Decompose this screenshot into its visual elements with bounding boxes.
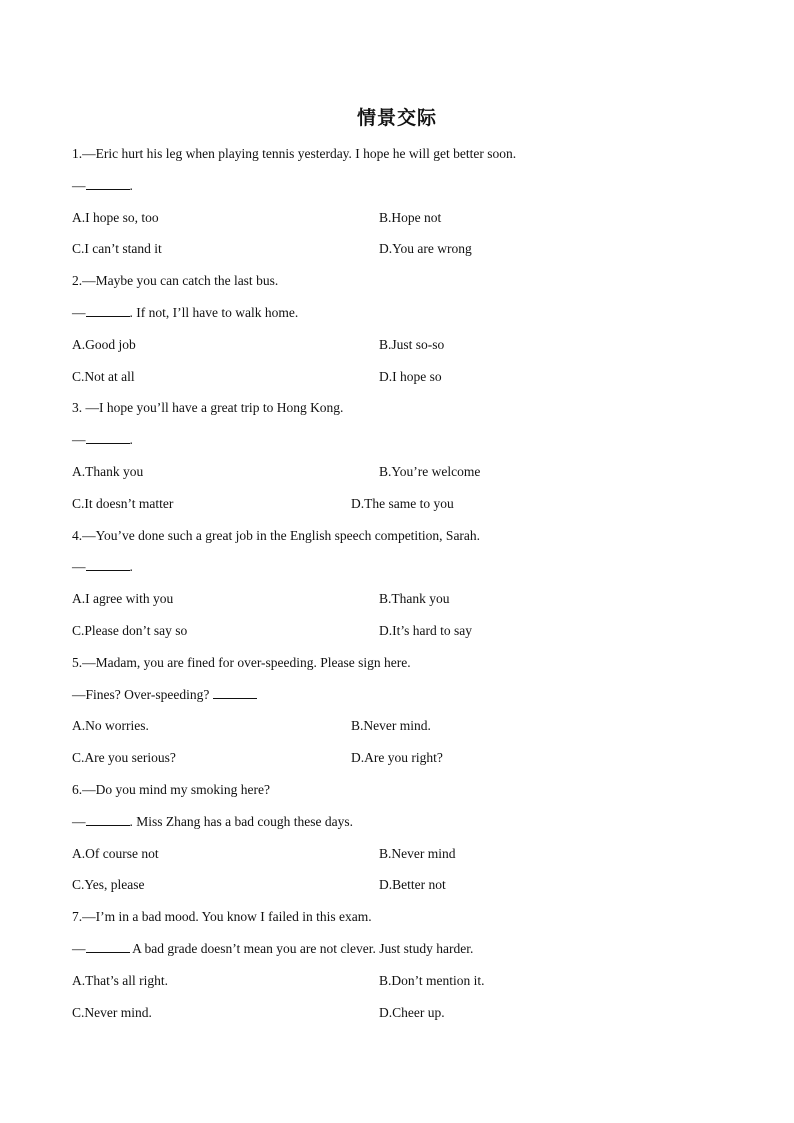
answer-option: D.You are wrong [379,241,472,257]
response-line [72,813,353,831]
response-prefix: — [72,432,86,448]
answer-option: C.It doesn’t matter [72,495,174,511]
response-suffix: . [129,177,133,193]
question-prompt: 2.—Maybe you can catch the last bus. [72,273,279,289]
answer-option: A.Good job [72,336,136,352]
question-prompt: 6.—Do you mind my smoking here? [72,782,270,797]
question-prompt: 1.—Eric hurt his leg when playing tennis yesterday. I hope he will get better soon. [72,146,517,161]
response-line [72,686,257,704]
response-line [72,940,473,958]
answer-option: A.No worries. [72,718,149,734]
response-prefix: — [72,305,86,320]
answer-option: A.I agree with you [72,591,174,607]
answer-option: D.The same to you [351,495,454,511]
answer-option: C.Are you serious? [72,750,176,766]
response-line [72,431,133,449]
answer-option: B.Hope not [379,209,442,225]
response-line [72,304,298,322]
answer-option: C.Never mind. [72,1004,152,1020]
answer-option: A.Thank you [72,464,144,479]
question-prompt: 5.—Madam, you are fined for over-speeding. Please sign here. [72,654,411,670]
answer-option: C.Please don’t say so [72,623,188,638]
response-prefix: — [72,813,86,829]
answer-option: D.I hope so [379,368,442,384]
answer-option: B.Never mind. [351,718,431,734]
answer-option: D.Cheer up. [379,1004,445,1020]
answer-option: D.Better not [379,877,446,893]
question-prompt: 4.—You’ve done such a great job in the English speech competition, Sarah. [72,527,481,543]
answer-option: B.You’re welcome [379,464,481,479]
answer-option: B.Thank you [379,591,450,607]
response-suffix: A bad grade doesn’t mean you are not clever. Just study harder. [129,941,474,956]
response-prefix: —Fines? Over-speeding? [72,686,213,702]
answer-blank [86,304,130,317]
answer-option: C.Not at all [72,368,135,384]
answer-blank [86,940,130,953]
answer-option: D.Are you right? [351,750,443,766]
answer-blank [86,431,130,444]
answer-option: C.Yes, please [72,877,145,893]
response-prefix: — [72,559,86,575]
answer-option: D.It’s hard to say [379,623,472,638]
response-prefix: — [72,941,86,956]
page-title: 情景交际 [356,107,437,129]
answer-option: C.I can’t stand it [72,241,162,257]
response-line [72,177,133,195]
response-suffix: . [129,432,133,448]
answer-blank [86,177,130,190]
response-prefix: — [72,177,86,193]
question-prompt: 3. —I hope you’ll have a great trip to Hong Kong. [72,400,344,416]
answer-option: B.Just so-so [379,336,445,352]
response-line [72,558,133,576]
answer-option: A.Of course not [72,845,159,861]
answer-option: B.Don’t mention it. [379,972,485,988]
response-suffix: . Miss Zhang has a bad cough these days. [129,813,353,829]
response-suffix: . [129,559,133,575]
answer-option: A.I hope so, too [72,209,159,225]
question-prompt: 7.—I’m in a bad mood. You know I failed in this exam. [72,909,372,925]
answer-option: A.That’s all right. [72,972,168,988]
answer-blank [213,686,257,699]
response-suffix: . If not, I’ll have to walk home. [129,305,299,320]
answer-blank [86,558,130,571]
answer-option: B.Never mind [379,845,456,861]
answer-blank [86,813,130,826]
